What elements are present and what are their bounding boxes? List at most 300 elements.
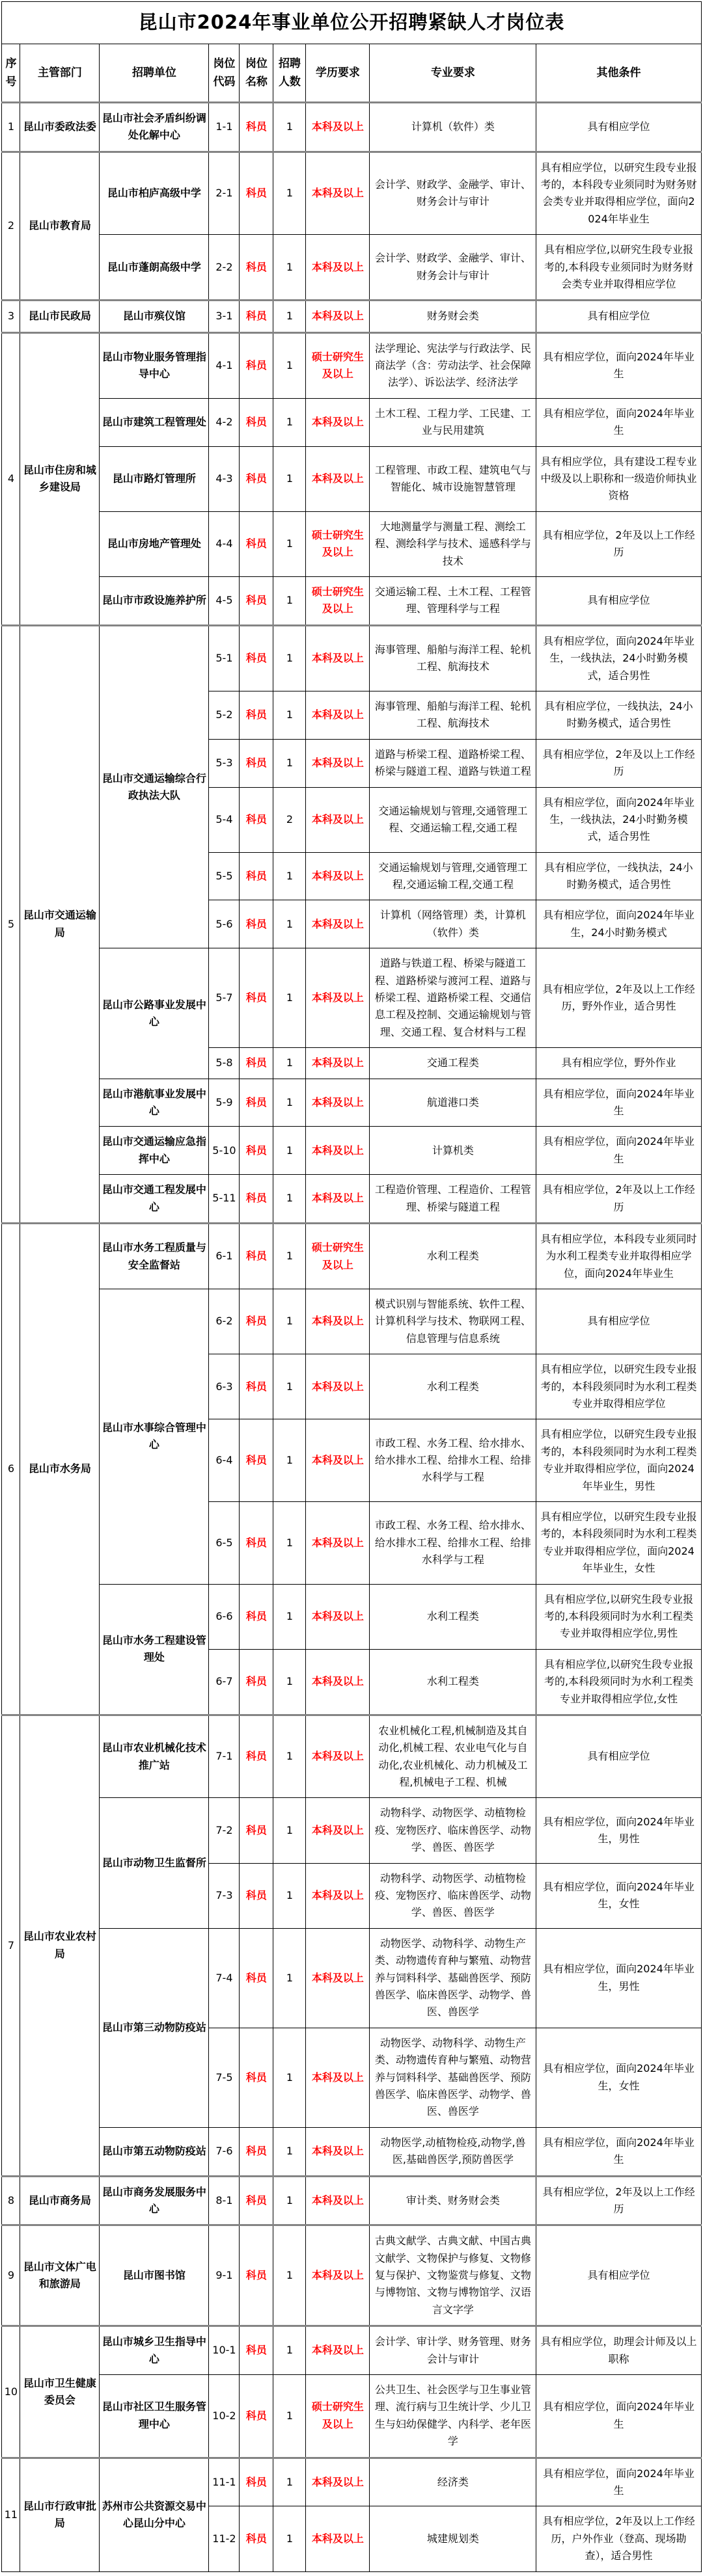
position-title-cell: 科员: [240, 2176, 273, 2225]
other-cell: 具有相应学位，面向2024年毕业生，女性: [536, 2028, 701, 2127]
position-code-cell: 2-1: [209, 152, 240, 235]
position-code-cell: 5-7: [209, 948, 240, 1048]
major-cell: 航道港口类: [370, 1079, 536, 1127]
position-code-cell: 4-3: [209, 446, 240, 511]
other-cell: 具有相应学位: [536, 576, 701, 625]
unit-cell: 昆山市殡仪馆: [100, 301, 209, 332]
education-cell: 本科及以上: [306, 2028, 370, 2127]
serial-cell: 4: [2, 332, 20, 625]
unit-cell: 昆山市社会矛盾纠纷调处化解中心: [100, 102, 209, 152]
education-cell: 本科及以上: [306, 102, 370, 152]
position-code-cell: 5-9: [209, 1079, 240, 1127]
table-row: [2, 2127, 701, 2176]
headcount-cell: 1: [273, 2375, 306, 2458]
headcount-cell: 1: [273, 625, 306, 691]
education-cell: 本科及以上: [306, 1354, 370, 1419]
education-cell: 本科及以上: [306, 2127, 370, 2176]
education-cell: 本科及以上: [306, 2458, 370, 2506]
major-cell: 法学理论、宪法学与行政法学、民商法学（含：劳动法学、社会保障法学）、诉讼法学、经济法学: [370, 332, 536, 398]
position-title-cell: 科员: [240, 787, 273, 852]
position-code-cell: 6-4: [209, 1419, 240, 1502]
education-cell: 本科及以上: [306, 1715, 370, 1798]
position-title-cell: 科员: [240, 511, 273, 576]
position-code-cell: 5-5: [209, 852, 240, 900]
position-code-cell: 6-3: [209, 1354, 240, 1419]
headcount-cell: 1: [273, 2028, 306, 2127]
other-cell: 具有相应学位，一线执法，24小时勤务模式，适合男性: [536, 691, 701, 739]
headcount-cell: 1: [273, 1079, 306, 1127]
table-row: [2, 1223, 701, 1289]
department-cell: 昆山市交通运输局: [20, 625, 100, 1223]
table-row: [2, 1584, 701, 1649]
position-code-cell: 5-2: [209, 691, 240, 739]
column-header-education: 学历要求: [306, 44, 370, 102]
education-cell: 本科及以上: [306, 235, 370, 301]
other-cell: 具有相应学位，2年及以上工作经历，野外作业，适合男性: [536, 948, 701, 1048]
major-cell: 交通运输规划与管理,交通管理工程,交通运输工程,交通工程: [370, 852, 536, 900]
position-code-cell: 6-5: [209, 1502, 240, 1585]
headcount-cell: 2: [273, 787, 306, 852]
major-cell: 会计学、财政学、金融学、审计、财务会计与审计: [370, 152, 536, 235]
education-cell: 本科及以上: [306, 900, 370, 948]
major-cell: 动物医学,动植物检疫,动物学,兽医,基础兽医学,预防兽医学: [370, 2127, 536, 2176]
other-cell: 具有相应学位: [536, 2225, 701, 2326]
position-code-cell: 11-2: [209, 2506, 240, 2571]
other-cell: 具有相应学位，以研究生段专业报考的，本科段须同时为水利工程类专业并取得相应学位: [536, 1354, 701, 1419]
position-code-cell: 5-10: [209, 1127, 240, 1175]
education-cell: 硕士研究生及以上: [306, 2375, 370, 2458]
position-title-cell: 科员: [240, 852, 273, 900]
position-title-cell: 科员: [240, 1079, 273, 1127]
table-row: [2, 301, 701, 332]
major-cell: 公共卫生、社会医学与卫生事业管理、流行病与卫生统计学、少儿卫生与妇幼保健学、内科学、老年医学: [370, 2375, 536, 2458]
unit-cell: 昆山市图书馆: [100, 2225, 209, 2326]
position-code-cell: 4-4: [209, 511, 240, 576]
other-cell: 具有相应学位，面向2024年毕业生: [536, 2458, 701, 2506]
education-cell: 本科及以上: [306, 398, 370, 446]
other-cell: 具有相应学位，面向2024年毕业生: [536, 332, 701, 398]
position-code-cell: 7-5: [209, 2028, 240, 2127]
headcount-cell: 1: [273, 1928, 306, 2028]
headcount-cell: 1: [273, 102, 306, 152]
unit-cell: 昆山市动物卫生监督所: [100, 1798, 209, 1928]
table-row: [2, 1127, 701, 1175]
other-cell: 具有相应学位，具有建设工程专业中级及以上职称和一级造价师执业资格: [536, 446, 701, 511]
other-cell: 具有相应学位，面向2024年毕业生: [536, 398, 701, 446]
position-title-cell: 科员: [240, 2028, 273, 2127]
position-code-cell: 2-2: [209, 235, 240, 301]
headcount-cell: 1: [273, 1048, 306, 1079]
major-cell: 水利工程类: [370, 1223, 536, 1289]
other-cell: 具有相应学位，以研究生段专业报考的，本科段须同时为水利工程类专业并取得相应学位，面向2024年毕业生，男性: [536, 1419, 701, 1502]
position-code-cell: 5-11: [209, 1175, 240, 1224]
department-cell: 昆山市农业农村局: [20, 1715, 100, 2176]
unit-cell: 昆山市水务工程质量与安全监督站: [100, 1223, 209, 1289]
headcount-cell: 1: [273, 1223, 306, 1289]
major-cell: 海事管理、船舶与海洋工程、轮机工程、航海技术: [370, 625, 536, 691]
unit-cell: 昆山市交通运输综合行政执法大队: [100, 625, 209, 948]
position-title-cell: 科员: [240, 2375, 273, 2458]
education-cell: 本科及以上: [306, 1419, 370, 1502]
education-cell: 硕士研究生及以上: [306, 1223, 370, 1289]
other-cell: 具有相应学位，2年及以上工作经历: [536, 2176, 701, 2225]
department-cell: 昆山市行政审批局: [20, 2458, 100, 2571]
education-cell: 本科及以上: [306, 1863, 370, 1928]
column-header-code: 岗位代码: [209, 44, 240, 102]
position-code-cell: 4-1: [209, 332, 240, 398]
position-code-cell: 5-4: [209, 787, 240, 852]
other-cell: 具有相应学位，面向2024年毕业生，一线执法，24小时勤务模式，适合男性: [536, 787, 701, 852]
position-title-cell: 科员: [240, 446, 273, 511]
position-title-cell: 科员: [240, 1584, 273, 1649]
table-row: [2, 1175, 701, 1224]
unit-cell: 昆山市建筑工程管理处: [100, 398, 209, 446]
department-cell: 昆山市水务局: [20, 1223, 100, 1715]
other-cell: 具有相应学位，2年及以上工作经历: [536, 739, 701, 787]
major-cell: 水利工程类: [370, 1354, 536, 1419]
education-cell: 本科及以上: [306, 852, 370, 900]
column-header-department: 主管部门: [20, 44, 100, 102]
education-cell: 本科及以上: [306, 1048, 370, 1079]
major-cell: 计算机（软件）类: [370, 102, 536, 152]
headcount-cell: 1: [273, 2176, 306, 2225]
headcount-cell: 1: [273, 2458, 306, 2506]
education-cell: 本科及以上: [306, 301, 370, 332]
major-cell: 交通工程类: [370, 1048, 536, 1079]
position-title-cell: 科员: [240, 1175, 273, 1224]
other-cell: 具有相应学位，面向2024年毕业生，男性: [536, 1798, 701, 1863]
education-cell: 本科及以上: [306, 2506, 370, 2571]
headcount-cell: 1: [273, 301, 306, 332]
position-code-cell: 5-1: [209, 625, 240, 691]
headcount-cell: 1: [273, 1715, 306, 1798]
position-title-cell: 科员: [240, 625, 273, 691]
position-code-cell: 5-8: [209, 1048, 240, 1079]
major-cell: 会计学、审计学、财务管理、财务会计与审计: [370, 2326, 536, 2375]
position-code-cell: 1-1: [209, 102, 240, 152]
headcount-cell: 1: [273, 1354, 306, 1419]
other-cell: 具有相应学位，本科段专业须同时为水利工程类专业并取得相应学位，面向2024年毕业生: [536, 1223, 701, 1289]
major-cell: 工程造价管理、工程造价、工程管理、桥梁与隧道工程: [370, 1175, 536, 1224]
table-body: [2, 102, 701, 2571]
table-row: [2, 398, 701, 446]
education-cell: 硕士研究生及以上: [306, 511, 370, 576]
major-cell: 市政工程、水务工程、给水排水、给水排水工程、给排水工程、给排水科学与工程: [370, 1502, 536, 1585]
table-row: [2, 446, 701, 511]
position-code-cell: 5-6: [209, 900, 240, 948]
other-cell: 具有相应学位，面向2024年毕业生，男性: [536, 1928, 701, 2028]
education-cell: 本科及以上: [306, 787, 370, 852]
unit-cell: 昆山市房地产管理处: [100, 511, 209, 576]
education-cell: 本科及以上: [306, 152, 370, 235]
other-cell: 具有相应学位，一线执法，24小时勤务模式，适合男性: [536, 852, 701, 900]
unit-cell: 昆山市路灯管理所: [100, 446, 209, 511]
headcount-cell: 1: [273, 1649, 306, 1715]
unit-cell: 昆山市交通运输应急指挥中心: [100, 1127, 209, 1175]
major-cell: 古典文献学、古典文献、中国古典文献学、文物保护与修复、文物修复与保护、文物鉴赏与修复、文物与博物馆、文物与博物馆学、汉语言文字学: [370, 2225, 536, 2326]
serial-cell: 10: [2, 2326, 20, 2458]
unit-cell: 昆山市第三动物防疫站: [100, 1928, 209, 2127]
unit-cell: 昆山市水务工程建设管理处: [100, 1584, 209, 1715]
education-cell: 本科及以上: [306, 1798, 370, 1863]
position-code-cell: 6-7: [209, 1649, 240, 1715]
other-cell: 具有相应学位，面向2024年毕业生: [536, 2375, 701, 2458]
other-cell: 具有相应学位，野外作业: [536, 1048, 701, 1079]
table-row: [2, 1079, 701, 1127]
major-cell: 水利工程类: [370, 1584, 536, 1649]
major-cell: 会计学、财政学、金融学、审计、财务会计与审计: [370, 235, 536, 301]
unit-cell: 昆山市城乡卫生指导中心: [100, 2326, 209, 2375]
major-cell: 计算机（网络管理）类，计算机（软件）类: [370, 900, 536, 948]
position-title-cell: 科员: [240, 398, 273, 446]
position-title-cell: 科员: [240, 1715, 273, 1798]
unit-cell: 昆山市市政设施养护所: [100, 576, 209, 625]
education-cell: 本科及以上: [306, 1502, 370, 1585]
education-cell: 硕士研究生及以上: [306, 576, 370, 625]
major-cell: 海事管理、船舶与海洋工程、轮机工程、航海技术: [370, 691, 536, 739]
headcount-cell: 1: [273, 152, 306, 235]
table-row: [2, 511, 701, 576]
headcount-cell: 1: [273, 1175, 306, 1224]
table-row: [2, 102, 701, 152]
other-cell: 具有相应学位，面向2024年毕业生，24小时勤务模式: [536, 900, 701, 948]
other-cell: 具有相应学位: [536, 301, 701, 332]
position-code-cell: 9-1: [209, 2225, 240, 2326]
position-code-cell: 7-1: [209, 1715, 240, 1798]
column-header-position: 岗位名称: [240, 44, 273, 102]
position-code-cell: 10-1: [209, 2326, 240, 2375]
unit-cell: 昆山市农业机械化技术推广站: [100, 1715, 209, 1798]
education-cell: 本科及以上: [306, 1649, 370, 1715]
major-cell: 动物科学、动物医学、动植物检疫、宠物医疗、临床兽医学、动物学、兽医、兽医学: [370, 1863, 536, 1928]
table-row: [2, 1715, 701, 1798]
headcount-cell: 1: [273, 2506, 306, 2571]
major-cell: 计算机类: [370, 1127, 536, 1175]
column-header-major: 专业要求: [370, 44, 536, 102]
table-row: [2, 235, 701, 301]
recruitment-table: [1, 1, 701, 2572]
serial-cell: 6: [2, 1223, 20, 1715]
position-title-cell: 科员: [240, 2326, 273, 2375]
serial-cell: 8: [2, 2176, 20, 2225]
table-row: [2, 152, 701, 235]
table-row: [2, 1928, 701, 2028]
headcount-cell: 1: [273, 2326, 306, 2375]
education-cell: 本科及以上: [306, 691, 370, 739]
page-title: 昆山市2024年事业单位公开招聘紧缺人才岗位表: [2, 2, 701, 44]
table-row: [2, 2176, 701, 2225]
table-row: [2, 625, 701, 691]
table-row: [2, 2458, 701, 2506]
headcount-cell: 1: [273, 332, 306, 398]
position-title-cell: 科员: [240, 2127, 273, 2176]
department-cell: 昆山市住房和城乡建设局: [20, 332, 100, 625]
education-cell: 本科及以上: [306, 739, 370, 787]
header-row: [2, 44, 701, 102]
position-title-cell: 科员: [240, 1928, 273, 2028]
education-cell: 本科及以上: [306, 625, 370, 691]
position-title-cell: 科员: [240, 576, 273, 625]
department-cell: 昆山市文体广电和旅游局: [20, 2225, 100, 2326]
column-header-count: 招聘人数: [273, 44, 306, 102]
education-cell: 本科及以上: [306, 1175, 370, 1224]
major-cell: 交通运输规划与管理,交通管理工程、交通运输工程,交通工程: [370, 787, 536, 852]
department-cell: 昆山市商务局: [20, 2176, 100, 2225]
position-code-cell: 7-6: [209, 2127, 240, 2176]
unit-cell: 昆山市柏庐高级中学: [100, 152, 209, 235]
department-cell: 昆山市民政局: [20, 301, 100, 332]
position-title-cell: 科员: [240, 2458, 273, 2506]
other-cell: 具有相应学位，2年及以上工作经历，户外作业（登高、现场勘查），适合男性: [536, 2506, 701, 2571]
headcount-cell: 1: [273, 1289, 306, 1354]
table-row: [2, 2375, 701, 2458]
headcount-cell: 1: [273, 739, 306, 787]
serial-cell: 5: [2, 625, 20, 1223]
headcount-cell: 1: [273, 1127, 306, 1175]
position-title-cell: 科员: [240, 1649, 273, 1715]
education-cell: 本科及以上: [306, 1584, 370, 1649]
position-title-cell: 科员: [240, 1289, 273, 1354]
serial-cell: 11: [2, 2458, 20, 2571]
education-cell: 本科及以上: [306, 1928, 370, 2028]
other-cell: 具有相应学位，助理会计师及以上职称: [536, 2326, 701, 2375]
table-row: [2, 1289, 701, 1354]
other-cell: 具有相应学位,以研究生段专业报考的,本科段须同时为水利工程类专业并取得相应学位,男性: [536, 1584, 701, 1649]
major-cell: 模式识别与智能系统、软件工程、计算机科学与技术、物联网工程、信息管理与信息系统: [370, 1289, 536, 1354]
position-code-cell: 11-1: [209, 2458, 240, 2506]
position-code-cell: 3-1: [209, 301, 240, 332]
position-title-cell: 科员: [240, 1419, 273, 1502]
table-row: [2, 2326, 701, 2375]
unit-cell: 昆山市港航事业发展中心: [100, 1079, 209, 1127]
position-title-cell: 科员: [240, 1223, 273, 1289]
unit-cell: 苏州市公共资源交易中心昆山分中心: [100, 2458, 209, 2571]
serial-cell: 9: [2, 2225, 20, 2326]
other-cell: 具有相应学位，面向2024年毕业生: [536, 1127, 701, 1175]
education-cell: 本科及以上: [306, 2176, 370, 2225]
other-cell: 具有相应学位,以研究生段专业报考的,本科段专业须同时为财务财会类专业并取得相应学位: [536, 235, 701, 301]
title-row: [2, 2, 701, 44]
major-cell: 大地测量学与测量工程、测绘工程、测绘科学与技术、遥感科学与技术: [370, 511, 536, 576]
major-cell: 审计类、财务财会类: [370, 2176, 536, 2225]
major-cell: 动物医学、动物科学、动物生产类、动物遗传育种与繁殖、动物营养与饲料科学、基础兽医学、预防兽医学、临床兽医学、动物学、兽医、兽医学: [370, 1928, 536, 2028]
unit-cell: 昆山市社区卫生服务管理中心: [100, 2375, 209, 2458]
education-cell: 本科及以上: [306, 1289, 370, 1354]
education-cell: 本科及以上: [306, 2326, 370, 2375]
major-cell: 道路与铁道工程、桥梁与隧道工程、道路桥梁与渡河工程、道路与桥梁工程、道路桥梁工程、交通信息工程及控制、交通运输规划与管理、交通工程、复合材料与工程: [370, 948, 536, 1048]
position-title-cell: 科员: [240, 301, 273, 332]
other-cell: 具有相应学位，以研究生段专业报考的，本科段专业须同时为财务财会类专业并取得相应学位，面向2024年毕业生: [536, 152, 701, 235]
column-header-serial: 序号: [2, 44, 20, 102]
other-cell: 具有相应学位,以研究生段专业报考的,本科段须同时为水利工程类专业并取得相应学位,女性: [536, 1649, 701, 1715]
serial-cell: 7: [2, 1715, 20, 2176]
headcount-cell: 1: [273, 1502, 306, 1585]
department-cell: 昆山市教育局: [20, 152, 100, 301]
education-cell: 本科及以上: [306, 2225, 370, 2326]
other-cell: 具有相应学位，面向2024年毕业生，一线执法，24小时勤务模式，适合男性: [536, 625, 701, 691]
position-title-cell: 科员: [240, 1048, 273, 1079]
position-title-cell: 科员: [240, 739, 273, 787]
unit-cell: 昆山市水事综合管理中心: [100, 1289, 209, 1584]
position-code-cell: 7-4: [209, 1928, 240, 2028]
headcount-cell: 1: [273, 1863, 306, 1928]
position-title-cell: 科员: [240, 152, 273, 235]
major-cell: 农业机械化工程,机械制造及其自动化,机械工程、农业电气化与自动化,农业机械化、动力机械及工程,机械电子工程、机械: [370, 1715, 536, 1798]
other-cell: 具有相应学位，面向2024年毕业生，女性: [536, 1863, 701, 1928]
other-cell: 具有相应学位，以研究生段专业报考的，本科段须同时为水利工程类专业并取得相应学位，面向2024年毕业生，女性: [536, 1502, 701, 1585]
education-cell: 本科及以上: [306, 446, 370, 511]
position-title-cell: 科员: [240, 1127, 273, 1175]
column-header-other: 其他条件: [536, 44, 701, 102]
position-title-cell: 科员: [240, 1502, 273, 1585]
unit-cell: 昆山市物业服务管理指导中心: [100, 332, 209, 398]
position-code-cell: 7-3: [209, 1863, 240, 1928]
serial-cell: 3: [2, 301, 20, 332]
major-cell: 财务财会类: [370, 301, 536, 332]
education-cell: 本科及以上: [306, 948, 370, 1048]
major-cell: 市政工程、水务工程、给水排水、给水排水工程、给排水工程、给排水科学与工程: [370, 1419, 536, 1502]
other-cell: 具有相应学位，2年及以上工作经历: [536, 1175, 701, 1224]
education-cell: 本科及以上: [306, 1079, 370, 1127]
position-code-cell: 6-1: [209, 1223, 240, 1289]
other-cell: 具有相应学位，面向2024年毕业生: [536, 1079, 701, 1127]
major-cell: 交通运输工程、土木工程、工程管理、管理科学与工程: [370, 576, 536, 625]
other-cell: 具有相应学位: [536, 1289, 701, 1354]
unit-cell: 昆山市交通工程发展中心: [100, 1175, 209, 1224]
headcount-cell: 1: [273, 2225, 306, 2326]
headcount-cell: 1: [273, 446, 306, 511]
position-title-cell: 科员: [240, 691, 273, 739]
other-cell: 具有相应学位，面向2024年毕业生: [536, 2127, 701, 2176]
position-title-cell: 科员: [240, 1354, 273, 1419]
position-title-cell: 科员: [240, 948, 273, 1048]
position-code-cell: 4-2: [209, 398, 240, 446]
position-code-cell: 4-5: [209, 576, 240, 625]
other-cell: 具有相应学位: [536, 1715, 701, 1798]
position-title-cell: 科员: [240, 102, 273, 152]
other-cell: 具有相应学位: [536, 102, 701, 152]
position-code-cell: 5-3: [209, 739, 240, 787]
position-code-cell: 6-2: [209, 1289, 240, 1354]
headcount-cell: 1: [273, 398, 306, 446]
major-cell: 动物科学、动物医学、动植物检疫、宠物医疗、临床兽医学、动物学、兽医、兽医学: [370, 1798, 536, 1863]
position-code-cell: 6-6: [209, 1584, 240, 1649]
education-cell: 硕士研究生及以上: [306, 332, 370, 398]
major-cell: 动物医学、动物科学、动物生产类、动物遗传育种与繁殖、动物营养与饲料科学、基础兽医学、预防兽医学、临床兽医学、动物学、兽医、兽医学: [370, 2028, 536, 2127]
department-cell: 昆山市卫生健康委员会: [20, 2326, 100, 2458]
position-title-cell: 科员: [240, 1798, 273, 1863]
serial-cell: 2: [2, 152, 20, 301]
major-cell: 工程管理、市政工程、建筑电气与智能化、城市设施智慧管理: [370, 446, 536, 511]
department-cell: 昆山市委政法委: [20, 102, 100, 152]
table-row: [2, 948, 701, 1048]
unit-cell: 昆山市公路事业发展中心: [100, 948, 209, 1079]
position-title-cell: 科员: [240, 2225, 273, 2326]
major-cell: 经济类: [370, 2458, 536, 2506]
column-header-unit: 招聘单位: [100, 44, 209, 102]
headcount-cell: 1: [273, 576, 306, 625]
headcount-cell: 1: [273, 900, 306, 948]
position-title-cell: 科员: [240, 235, 273, 301]
unit-cell: 昆山市蓬朗高级中学: [100, 235, 209, 301]
headcount-cell: 1: [273, 1419, 306, 1502]
position-title-cell: 科员: [240, 2506, 273, 2571]
major-cell: 道路与桥梁工程、道路桥梁工程、桥梁与隧道工程、道路与铁道工程: [370, 739, 536, 787]
table-head: [2, 2, 701, 103]
table-row: [2, 332, 701, 398]
other-cell: 具有相应学位，2年及以上工作经历: [536, 511, 701, 576]
headcount-cell: 1: [273, 852, 306, 900]
